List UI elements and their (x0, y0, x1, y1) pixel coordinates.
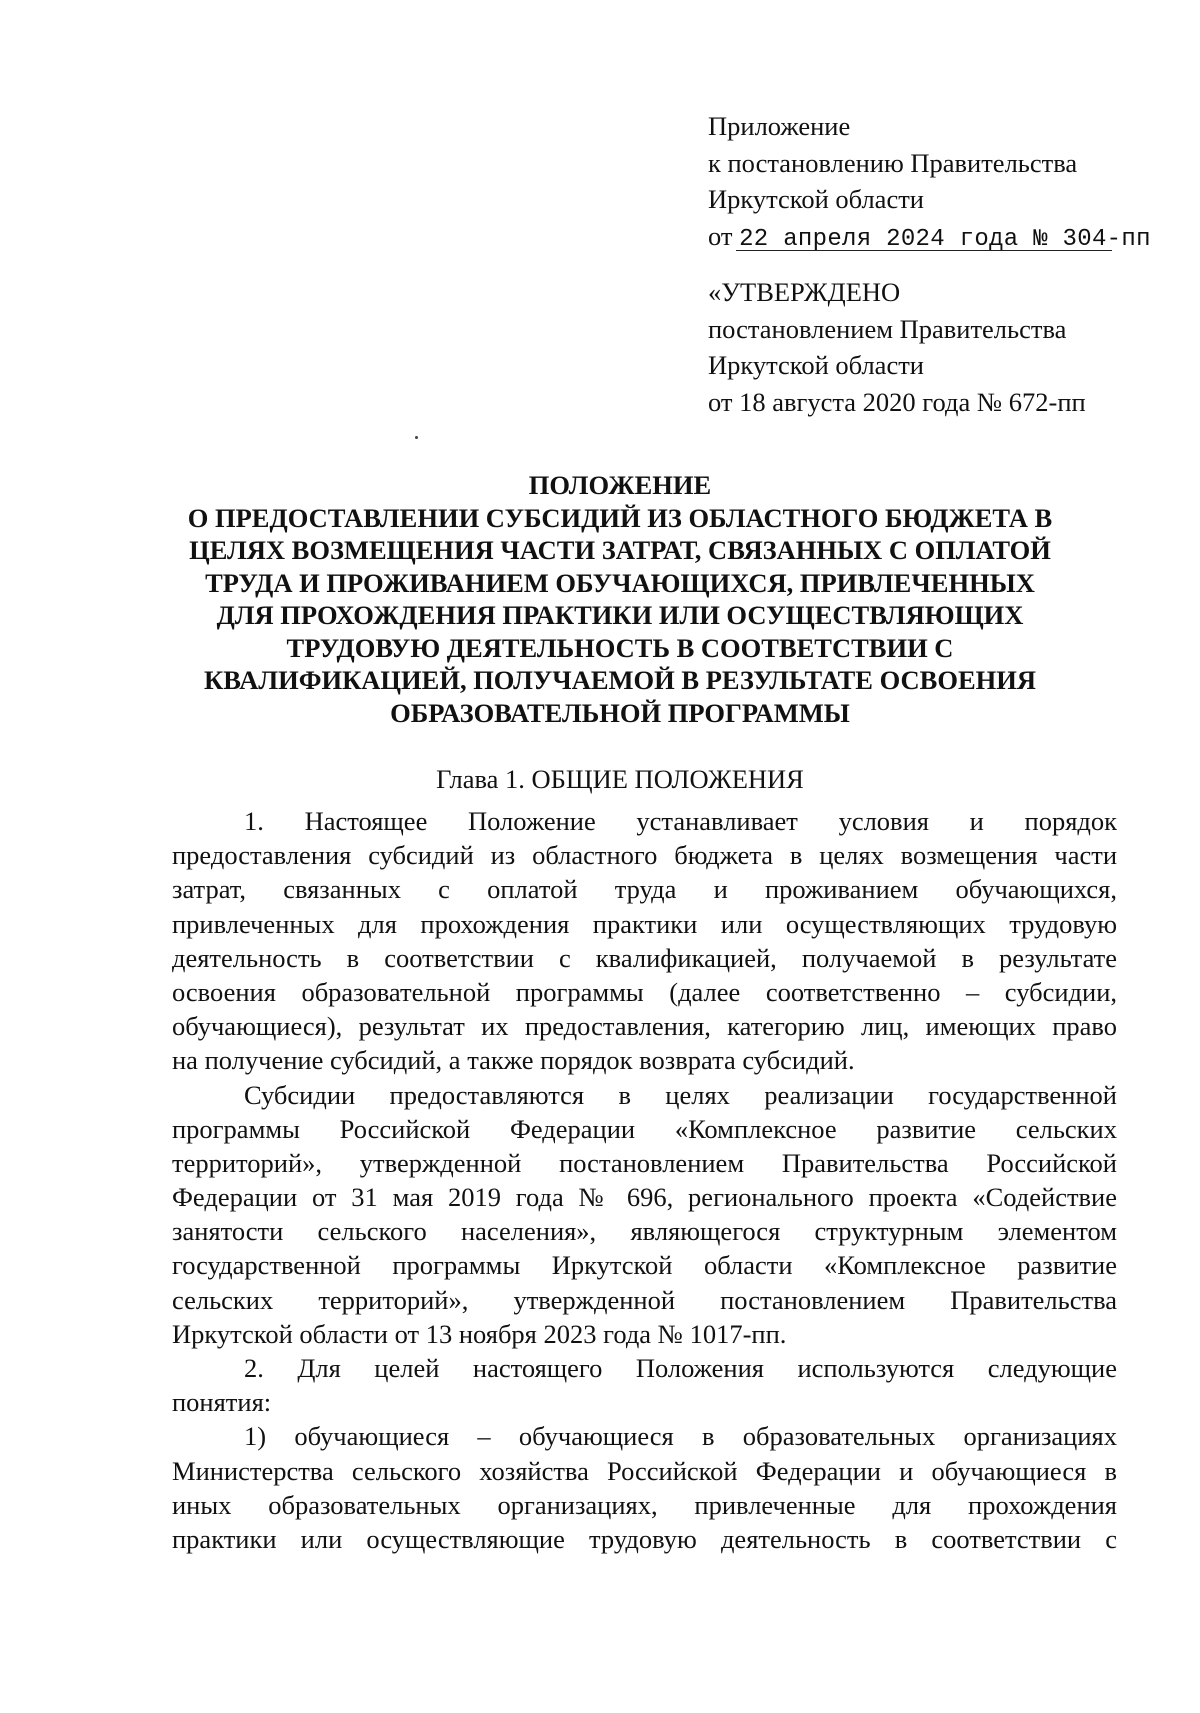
text-line: сельских территорий», утвержденной постановлением Правительства (172, 1284, 1117, 1315)
paragraph-4 (172, 1419, 1117, 1556)
text-line: Федерации от 31 мая 2019 года № 696, регионального проекта «Содействие (172, 1182, 1117, 1213)
text-line: понятия: (172, 1387, 272, 1418)
approval-reference: постановлением Правительства (708, 313, 1067, 344)
text-line: Субсидии предоставляются в целях реализации государственной (244, 1079, 1117, 1110)
chapter-heading: Глава 1. ОБЩИЕ ПОЛОЖЕНИЯ (436, 764, 804, 794)
title-line: ПОЛОЖЕНИЕ (528, 470, 712, 500)
title-line: О ПРЕДОСТАВЛЕНИИ СУБСИДИЙ ИЗ ОБЛАСТНОГО БЮДЖЕТА В (187, 502, 1053, 533)
title-line: ЦЕЛЯХ ВОЗМЕЩЕНИЯ ЧАСТИ ЗАТРАТ, СВЯЗАННЫХ С ОПЛАТОЙ (189, 535, 1051, 565)
text-line: обучающиеся), результат их предоставления, категорию лиц, имеющих право (172, 1011, 1117, 1042)
appendix-block (708, 108, 1168, 258)
appendix-reference: к постановлению Правительства (708, 147, 1078, 178)
scan-speck (415, 436, 418, 439)
appendix-region: Иркутской области (708, 184, 924, 214)
approval-block (708, 274, 1168, 420)
text-line: программы Российской Федерации «Комплексное развитие сельских (172, 1113, 1117, 1144)
decree-underline (736, 250, 1112, 251)
approval-heading: «УТВЕРЖДЕНО (708, 277, 901, 307)
paragraph-1 (172, 804, 1117, 1078)
approval-region: Иркутской области (708, 350, 924, 380)
text-line: практики или осуществляющие трудовую деятельность в соответствии с (172, 1523, 1117, 1554)
text-line: Иркутской области от 13 ноября 2023 года № 1017-пп. (172, 1318, 787, 1349)
text-line: освоения образовательной программы (далее соответственно – субсидии, (172, 976, 1117, 1007)
text-line: 1. Настоящее Положение устанавливает условия и порядок (244, 806, 1117, 836)
text-line: затрат, связанных с оплатой труда и проживанием обучающихся, (172, 874, 1117, 905)
title-line: ОБРАЗОВАТЕЛЬНОЙ ПРОГРАММЫ (390, 697, 850, 728)
document-title (160, 469, 1080, 729)
text-line: 1) обучающиеся – обучающиеся в образовательных организациях (244, 1421, 1117, 1452)
text-line: занятости сельского населения», являющегося структурным элементом (172, 1216, 1117, 1247)
approval-decree: от 18 августа 2020 года № 672-пп (708, 386, 1086, 417)
text-line: на получение субсидий, а также порядок возврата субсидий. (172, 1045, 855, 1076)
text-line: деятельность в соответствии с квалификацией, получаемой в результате (172, 942, 1117, 973)
text-line: предоставления субсидий из областного бюджета в целях возмещения части (172, 840, 1117, 871)
paragraph-3 (172, 1351, 1117, 1419)
title-line: ТРУДА И ПРОЖИВАНИЕМ ОБУЧАЮЩИХСЯ, ПРИВЛЕЧЕННЫХ (205, 567, 1035, 598)
text-line: 2. Для целей настоящего Положения используются следующие (244, 1353, 1117, 1383)
appendix-decree-line (708, 218, 1168, 259)
appendix-decree-prefix: от (708, 220, 733, 251)
document-body (172, 804, 1117, 1556)
text-line: иных образовательных организациях, привлеченные для прохождения (172, 1489, 1117, 1520)
title-line: ТРУДОВУЮ ДЕЯТЕЛЬНОСТЬ В СООТВЕТСТВИИ С (286, 632, 954, 663)
text-line: Министерства сельского хозяйства Российской Федерации и обучающиеся в (172, 1455, 1117, 1486)
title-line: КВАЛИФИКАЦИЕЙ, ПОЛУЧАЕМОЙ В РЕЗУЛЬТАТЕ ОСВОЕНИЯ (203, 665, 1036, 695)
title-line: ДЛЯ ПРОХОЖДЕНИЯ ПРАКТИКИ ИЛИ ОСУЩЕСТВЛЯЮЩИХ (216, 600, 1024, 630)
appendix-heading: Приложение (708, 111, 851, 141)
appendix-decree-date: 22 апреля 2024 года № 304-пп (739, 225, 1151, 253)
text-line: государственной программы Иркутской области «Комплексное развитие (172, 1250, 1117, 1281)
paragraph-2 (172, 1078, 1117, 1352)
text-line: территорий», утвержденной постановлением Правительства Российской (172, 1147, 1117, 1178)
text-line: привлеченных для прохождения практики или осуществляющих трудовую (172, 908, 1117, 939)
